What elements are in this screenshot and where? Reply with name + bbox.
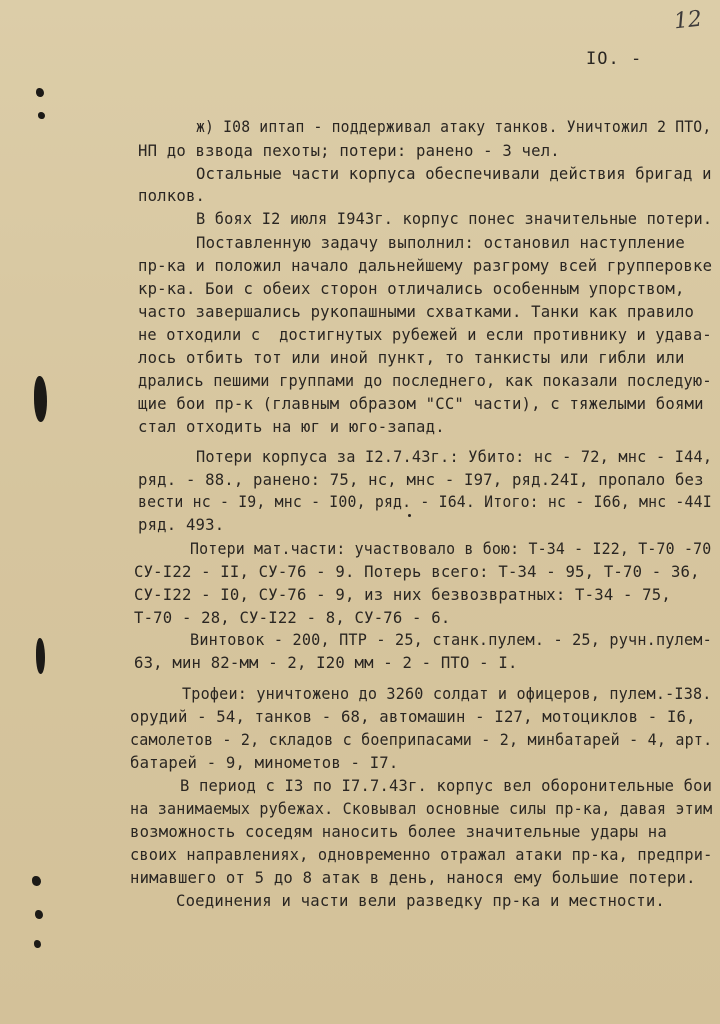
page-number: IO. - — [586, 49, 643, 69]
text-line: стал отходить на юг и юго-запад. — [138, 418, 445, 436]
text-line: на занимаемых рубежах. Сковывал основные силы пр-ка, давая этим — [130, 800, 713, 818]
text-line: возможность соседям наносить более значительные удары на — [130, 823, 667, 841]
text-line: не отходили с достигнутых рубежей и если противнику и удава- — [138, 326, 712, 344]
punch-hole — [36, 638, 45, 674]
text-line: НП до взвода пехоты; потери: ранено - 3 чел. — [138, 142, 560, 160]
text-line: самолетов - 2, складов с боеприпасами - 2, минбатарей - 4, арт. — [130, 731, 713, 749]
text-line: СУ-I22 - I0, СУ-76 - 9, из них безвозвратных: Т-34 - 75, — [134, 586, 671, 604]
text-line: СУ-I22 - II, СУ-76 - 9. Потерь всего: Т-34 - 95, Т-70 - 36, — [134, 563, 700, 581]
text-line: Потери корпуса за I2.7.43г.: Убито: нс - 72, мнс - I44, — [196, 448, 713, 466]
text-line: кр-ка. Бои с обеих сторон отличались особенным упорством, — [138, 280, 685, 298]
text-line: В боях I2 июля I943г. корпус понес значительные потери. — [196, 210, 713, 228]
punch-hole — [32, 876, 41, 886]
text-line: ряд. - 88., ранено: 75, нс, мнс - I97, ряд.24I, пропало без — [138, 471, 704, 489]
text-line: полков. — [138, 187, 206, 205]
punch-hole — [36, 88, 44, 97]
text-line: ряд. 493. — [138, 516, 225, 534]
text-line: щие бои пр-к (главным образом "СС" части), с тяжелыми боями — [138, 395, 704, 413]
text-line: Винтовок - 200, ПТР - 25, станк.пулем. - 25, ручн.пулем- — [190, 631, 712, 649]
punch-hole — [34, 376, 47, 422]
text-line: орудий - 54, танков - 68, автомашин - I27, мотоциклов - I6, — [130, 708, 696, 726]
text-line: 63, мин 82-мм - 2, I20 мм - 2 - ПТО - I. — [134, 654, 518, 672]
text-line: Поставленную задачу выполнил: остановил наступление — [196, 234, 685, 252]
ink-dot — [408, 514, 411, 517]
text-line: Потери мат.части: участвовало в бою: Т-34 - I22, Т-70 -70 — [190, 540, 712, 558]
text-line: пр-ка и положил начало дальнейшему разгрому всей групперовке — [138, 257, 713, 275]
text-line: нимавшего от 5 до 8 атак в день, нанося ему большие потери. — [130, 869, 696, 887]
punch-hole — [38, 112, 45, 119]
text-line: вести нс - I9, мнс - I00, ряд. - I64. Итого: нс - I66, мнс -44I — [138, 493, 712, 511]
punch-hole — [34, 940, 41, 948]
text-line: Остальные части корпуса обеспечивали действия бригад и — [196, 165, 712, 183]
text-line: ж) I08 иптап - поддерживал атаку танков. Уничтожил 2 ПТО, — [196, 118, 712, 136]
text-line: лось отбить тот или иной пункт, то танкисты или гибли или — [138, 349, 685, 367]
archive-sheet-number: 12 — [672, 6, 704, 35]
text-line: Соединения и части вели разведку пр-ка и местности. — [176, 892, 665, 910]
text-line: дрались пешими группами до последнего, как показали последую- — [138, 372, 712, 390]
text-line: часто завершались рукопашными схватками. Танки как правило — [138, 303, 695, 321]
punch-hole — [35, 910, 43, 919]
text-line: Т-70 - 28, СУ-I22 - 8, СУ-76 - 6. — [134, 609, 451, 627]
text-line: Трофеи: уничтожено до 3260 солдат и офицеров, пулем.-I38. — [182, 685, 712, 703]
text-line: батарей - 9, минометов - I7. — [130, 754, 399, 772]
text-line: В период с I3 по I7.7.43г. корпус вел оборонительные бои — [180, 777, 713, 795]
text-line: своих направлениях, одновременно отражал атаки пр-ка, предпри- — [130, 846, 713, 864]
